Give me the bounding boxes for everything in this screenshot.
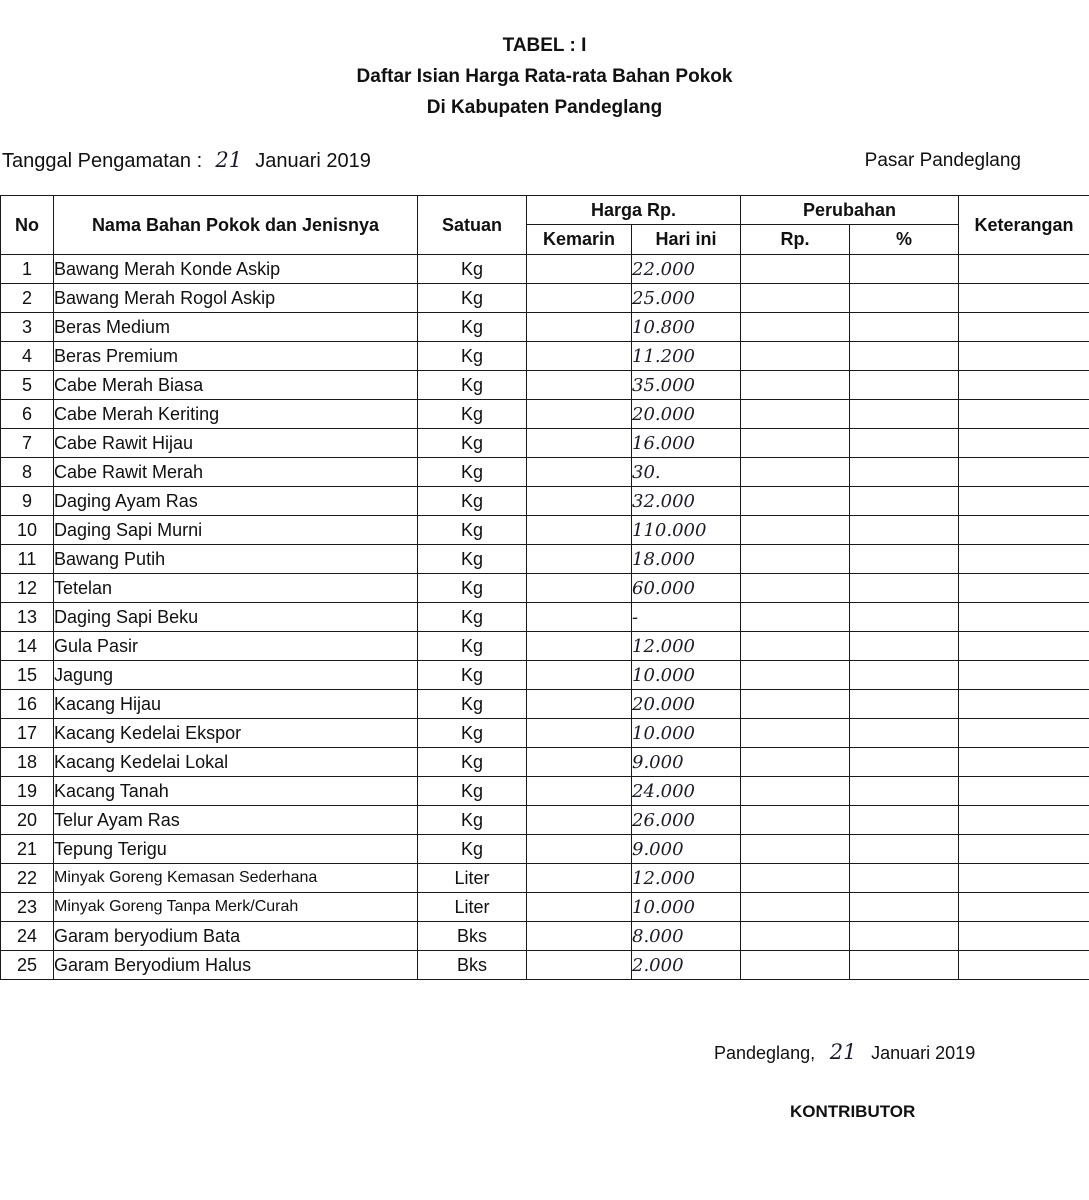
change-pct xyxy=(850,719,959,748)
item-name: Minyak Goreng Tanpa Merk/Curah xyxy=(54,893,418,922)
price-yesterday xyxy=(527,371,632,400)
row-number: 7 xyxy=(1,429,54,458)
change-rp xyxy=(741,835,850,864)
note xyxy=(959,661,1089,690)
price-today: 10.000 xyxy=(632,719,741,748)
table-row xyxy=(1,371,1089,400)
table-row xyxy=(1,951,1089,980)
observation-month-year: Januari 2019 xyxy=(255,150,371,172)
item-unit: Kg xyxy=(418,806,527,835)
row-number: 19 xyxy=(1,777,54,806)
price-yesterday xyxy=(527,487,632,516)
change-rp xyxy=(741,342,850,371)
item-unit: Kg xyxy=(418,284,527,313)
change-pct xyxy=(850,893,959,922)
note xyxy=(959,400,1089,429)
price-yesterday xyxy=(527,893,632,922)
price-today: 18.000 xyxy=(632,545,741,574)
header-change-rp: Rp. xyxy=(741,225,850,255)
price-today: 2.000 xyxy=(632,951,741,980)
note xyxy=(959,632,1089,661)
change-pct xyxy=(850,458,959,487)
item-name: Daging Ayam Ras xyxy=(54,487,418,516)
item-unit: Kg xyxy=(418,487,527,516)
change-rp xyxy=(741,864,850,893)
item-unit: Kg xyxy=(418,719,527,748)
row-number: 18 xyxy=(1,748,54,777)
note xyxy=(959,545,1089,574)
price-yesterday xyxy=(527,458,632,487)
item-unit: Kg xyxy=(418,632,527,661)
price-yesterday xyxy=(527,516,632,545)
table-row xyxy=(1,284,1089,313)
note xyxy=(959,748,1089,777)
price-yesterday xyxy=(527,313,632,342)
change-pct xyxy=(850,284,959,313)
price-yesterday xyxy=(527,951,632,980)
note xyxy=(959,487,1089,516)
table-row xyxy=(1,313,1089,342)
price-today: 10.000 xyxy=(632,893,741,922)
change-rp xyxy=(741,922,850,951)
change-pct xyxy=(850,835,959,864)
item-unit: Kg xyxy=(418,603,527,632)
table-row xyxy=(1,487,1089,516)
item-unit: Kg xyxy=(418,545,527,574)
change-pct xyxy=(850,806,959,835)
price-table xyxy=(0,195,1089,980)
price-yesterday xyxy=(527,632,632,661)
change-pct xyxy=(850,342,959,371)
change-rp xyxy=(741,574,850,603)
item-name: Tepung Terigu xyxy=(54,835,418,864)
table-row xyxy=(1,661,1089,690)
price-yesterday xyxy=(527,748,632,777)
price-today: 11.200 xyxy=(632,342,741,371)
item-unit: Kg xyxy=(418,400,527,429)
change-rp xyxy=(741,400,850,429)
row-number: 12 xyxy=(1,574,54,603)
item-unit: Kg xyxy=(418,748,527,777)
header-no: No xyxy=(1,196,54,255)
row-number: 3 xyxy=(1,313,54,342)
change-rp xyxy=(741,661,850,690)
price-yesterday xyxy=(527,284,632,313)
change-rp xyxy=(741,951,850,980)
item-name: Cabe Rawit Hijau xyxy=(54,429,418,458)
change-pct xyxy=(850,661,959,690)
change-pct xyxy=(850,429,959,458)
item-name: Bawang Merah Rogol Askip xyxy=(54,284,418,313)
table-row xyxy=(1,893,1089,922)
change-rp xyxy=(741,545,850,574)
change-pct xyxy=(850,574,959,603)
change-rp xyxy=(741,777,850,806)
change-rp xyxy=(741,429,850,458)
contributor-label: KONTRIBUTOR xyxy=(790,1102,916,1121)
price-today: 22.000 xyxy=(632,255,741,284)
change-rp xyxy=(741,632,850,661)
observation-day: 21 xyxy=(215,148,243,172)
table-row xyxy=(1,400,1089,429)
note xyxy=(959,458,1089,487)
change-pct xyxy=(850,516,959,545)
price-today: 25.000 xyxy=(632,284,741,313)
price-today: 10.000 xyxy=(632,661,741,690)
price-today: 16.000 xyxy=(632,429,741,458)
item-unit: Bks xyxy=(418,951,527,980)
note xyxy=(959,951,1089,980)
price-today: - xyxy=(632,603,741,632)
change-pct xyxy=(850,922,959,951)
table-number: TABEL : I xyxy=(502,35,587,56)
note xyxy=(959,690,1089,719)
market-name: Pasar Pandeglang xyxy=(864,150,1021,171)
row-number: 24 xyxy=(1,922,54,951)
price-yesterday xyxy=(527,429,632,458)
item-unit: Kg xyxy=(418,661,527,690)
table-row xyxy=(1,748,1089,777)
item-name: Jagung xyxy=(54,661,418,690)
change-rp xyxy=(741,690,850,719)
item-name: Beras Medium xyxy=(54,313,418,342)
change-rp xyxy=(741,516,850,545)
signing-day: 21 xyxy=(829,1040,857,1064)
item-unit: Kg xyxy=(418,255,527,284)
change-pct xyxy=(850,777,959,806)
table-row xyxy=(1,342,1089,371)
price-yesterday xyxy=(527,400,632,429)
observation-date xyxy=(2,148,371,173)
change-rp xyxy=(741,806,850,835)
change-pct xyxy=(850,400,959,429)
change-pct xyxy=(850,748,959,777)
item-unit: Kg xyxy=(418,342,527,371)
item-name: Cabe Merah Keriting xyxy=(54,400,418,429)
price-yesterday xyxy=(527,255,632,284)
row-number: 15 xyxy=(1,661,54,690)
header-note: Keterangan xyxy=(959,196,1089,255)
table-row xyxy=(1,458,1089,487)
header-name: Nama Bahan Pokok dan Jenisnya xyxy=(54,196,418,255)
row-number: 10 xyxy=(1,516,54,545)
price-yesterday xyxy=(527,777,632,806)
item-unit: Kg xyxy=(418,458,527,487)
header-change: Perubahan xyxy=(741,196,959,225)
change-pct xyxy=(850,371,959,400)
price-today: 60.000 xyxy=(632,574,741,603)
table-row xyxy=(1,429,1089,458)
item-unit: Kg xyxy=(418,371,527,400)
row-number: 1 xyxy=(1,255,54,284)
price-today: 32.000 xyxy=(632,487,741,516)
item-name: Kacang Kedelai Lokal xyxy=(54,748,418,777)
row-number: 6 xyxy=(1,400,54,429)
note xyxy=(959,342,1089,371)
price-today: 20.000 xyxy=(632,400,741,429)
row-number: 14 xyxy=(1,632,54,661)
change-rp xyxy=(741,719,850,748)
item-name: Kacang Tanah xyxy=(54,777,418,806)
header-unit: Satuan xyxy=(418,196,527,255)
note xyxy=(959,371,1089,400)
table-row xyxy=(1,545,1089,574)
row-number: 8 xyxy=(1,458,54,487)
note xyxy=(959,603,1089,632)
price-yesterday xyxy=(527,806,632,835)
change-pct xyxy=(850,951,959,980)
row-number: 20 xyxy=(1,806,54,835)
header-change-pct: % xyxy=(850,225,959,255)
table-row xyxy=(1,516,1089,545)
price-today: 20.000 xyxy=(632,690,741,719)
table-row xyxy=(1,835,1089,864)
item-name: Minyak Goreng Kemasan Sederhana xyxy=(54,864,418,893)
price-today: 110.000 xyxy=(632,516,741,545)
note xyxy=(959,284,1089,313)
item-name: Cabe Merah Biasa xyxy=(54,371,418,400)
observation-date-label: Tanggal Pengamatan : xyxy=(2,150,203,172)
row-number: 13 xyxy=(1,603,54,632)
row-number: 17 xyxy=(1,719,54,748)
change-pct xyxy=(850,603,959,632)
title-region: Di Kabupaten Pandeglang xyxy=(426,97,663,118)
item-name: Kacang Kedelai Ekspor xyxy=(54,719,418,748)
title-main: Daftar Isian Harga Rata-rata Bahan Pokok xyxy=(356,66,733,87)
item-name: Beras Premium xyxy=(54,342,418,371)
item-unit: Kg xyxy=(418,313,527,342)
row-number: 23 xyxy=(1,893,54,922)
item-name: Garam Beryodium Halus xyxy=(54,951,418,980)
row-number: 11 xyxy=(1,545,54,574)
price-today: 26.000 xyxy=(632,806,741,835)
change-rp xyxy=(741,893,850,922)
header-yesterday: Kemarin xyxy=(527,225,632,255)
price-yesterday xyxy=(527,545,632,574)
signing-month-year: Januari 2019 xyxy=(871,1043,976,1063)
change-rp xyxy=(741,603,850,632)
item-unit: Kg xyxy=(418,835,527,864)
price-today: 12.000 xyxy=(632,632,741,661)
row-number: 4 xyxy=(1,342,54,371)
change-rp xyxy=(741,284,850,313)
change-rp xyxy=(741,313,850,342)
price-today: 9.000 xyxy=(632,748,741,777)
item-unit: Kg xyxy=(418,516,527,545)
row-number: 16 xyxy=(1,690,54,719)
note xyxy=(959,835,1089,864)
price-today: 35.000 xyxy=(632,371,741,400)
table-row xyxy=(1,574,1089,603)
change-pct xyxy=(850,864,959,893)
table-row xyxy=(1,777,1089,806)
item-name: Telur Ayam Ras xyxy=(54,806,418,835)
price-today: 8.000 xyxy=(632,922,741,951)
change-pct xyxy=(850,632,959,661)
change-rp xyxy=(741,748,850,777)
price-yesterday xyxy=(527,661,632,690)
item-name: Kacang Hijau xyxy=(54,690,418,719)
header-price: Harga Rp. xyxy=(527,196,741,225)
table-row xyxy=(1,922,1089,951)
table-row xyxy=(1,719,1089,748)
item-name: Daging Sapi Murni xyxy=(54,516,418,545)
change-rp xyxy=(741,371,850,400)
item-unit: Kg xyxy=(418,690,527,719)
table-row xyxy=(1,255,1089,284)
table-row xyxy=(1,690,1089,719)
note xyxy=(959,313,1089,342)
price-yesterday xyxy=(527,603,632,632)
note xyxy=(959,777,1089,806)
table-row xyxy=(1,632,1089,661)
document-title xyxy=(0,30,1089,123)
change-rp xyxy=(741,255,850,284)
row-number: 5 xyxy=(1,371,54,400)
item-unit: Kg xyxy=(418,429,527,458)
note xyxy=(959,806,1089,835)
price-yesterday xyxy=(527,574,632,603)
signing-place: Pandeglang, xyxy=(714,1043,816,1063)
row-number: 22 xyxy=(1,864,54,893)
note xyxy=(959,516,1089,545)
row-number: 25 xyxy=(1,951,54,980)
price-yesterday xyxy=(527,342,632,371)
table-row xyxy=(1,806,1089,835)
change-pct xyxy=(850,313,959,342)
item-unit: Liter xyxy=(418,893,527,922)
table-row xyxy=(1,603,1089,632)
item-name: Tetelan xyxy=(54,574,418,603)
price-today: 30. xyxy=(632,458,741,487)
signing-date xyxy=(714,1040,975,1064)
note xyxy=(959,719,1089,748)
item-name: Bawang Putih xyxy=(54,545,418,574)
price-today: 24.000 xyxy=(632,777,741,806)
note xyxy=(959,574,1089,603)
price-yesterday xyxy=(527,690,632,719)
price-today: 12.000 xyxy=(632,864,741,893)
row-number: 2 xyxy=(1,284,54,313)
note xyxy=(959,429,1089,458)
note xyxy=(959,893,1089,922)
change-pct xyxy=(850,690,959,719)
item-name: Garam beryodium Bata xyxy=(54,922,418,951)
header-today: Hari ini xyxy=(632,225,741,255)
change-rp xyxy=(741,487,850,516)
change-pct xyxy=(850,255,959,284)
note xyxy=(959,255,1089,284)
price-yesterday xyxy=(527,922,632,951)
note xyxy=(959,922,1089,951)
item-unit: Bks xyxy=(418,922,527,951)
item-unit: Kg xyxy=(418,777,527,806)
table-row xyxy=(1,864,1089,893)
price-yesterday xyxy=(527,864,632,893)
note xyxy=(959,864,1089,893)
row-number: 21 xyxy=(1,835,54,864)
item-name: Gula Pasir xyxy=(54,632,418,661)
price-today: 10.800 xyxy=(632,313,741,342)
change-rp xyxy=(741,458,850,487)
row-number: 9 xyxy=(1,487,54,516)
item-unit: Kg xyxy=(418,574,527,603)
price-yesterday xyxy=(527,719,632,748)
price-today: 9.000 xyxy=(632,835,741,864)
item-unit: Liter xyxy=(418,864,527,893)
change-pct xyxy=(850,487,959,516)
item-name: Bawang Merah Konde Askip xyxy=(54,255,418,284)
item-name: Daging Sapi Beku xyxy=(54,603,418,632)
change-pct xyxy=(850,545,959,574)
item-name: Cabe Rawit Merah xyxy=(54,458,418,487)
price-yesterday xyxy=(527,835,632,864)
